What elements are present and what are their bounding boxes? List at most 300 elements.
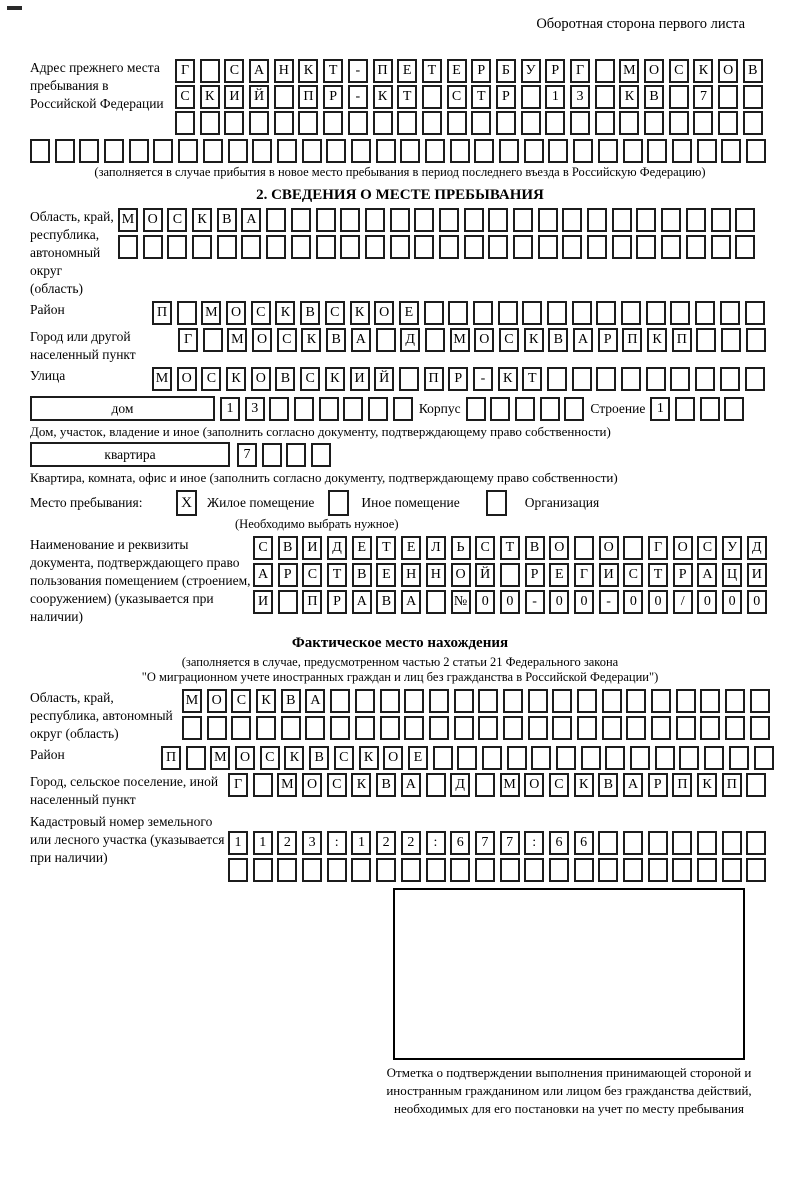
char-box[interactable] bbox=[278, 590, 298, 614]
char-box[interactable]: С bbox=[697, 536, 717, 560]
char-box[interactable] bbox=[426, 858, 446, 882]
char-box[interactable] bbox=[355, 716, 375, 740]
char-box[interactable] bbox=[471, 111, 491, 135]
char-box[interactable]: К bbox=[647, 328, 667, 352]
char-box[interactable] bbox=[348, 111, 368, 135]
char-box[interactable] bbox=[500, 858, 520, 882]
char-box[interactable]: П bbox=[424, 367, 444, 391]
char-box[interactable]: С bbox=[475, 536, 495, 560]
char-box[interactable]: Р bbox=[278, 563, 298, 587]
char-box[interactable]: О bbox=[177, 367, 197, 391]
char-box[interactable]: С bbox=[277, 328, 297, 352]
char-box[interactable] bbox=[478, 689, 498, 713]
char-box[interactable] bbox=[598, 831, 618, 855]
char-box[interactable] bbox=[326, 139, 346, 163]
char-box[interactable] bbox=[351, 139, 371, 163]
char-box[interactable]: О bbox=[226, 301, 246, 325]
char-box[interactable]: П bbox=[152, 301, 172, 325]
char-box[interactable]: К bbox=[256, 689, 276, 713]
char-box[interactable]: К bbox=[200, 85, 220, 109]
char-box[interactable] bbox=[262, 443, 282, 467]
char-box[interactable] bbox=[507, 746, 527, 770]
char-box[interactable]: С bbox=[334, 746, 354, 770]
char-box[interactable] bbox=[722, 831, 742, 855]
char-box[interactable]: В bbox=[525, 536, 545, 560]
char-box[interactable]: 2 bbox=[277, 831, 297, 855]
char-box[interactable]: К bbox=[325, 367, 345, 391]
char-box[interactable]: К bbox=[351, 773, 371, 797]
char-box[interactable] bbox=[429, 689, 449, 713]
char-box[interactable] bbox=[429, 716, 449, 740]
char-box[interactable] bbox=[574, 858, 594, 882]
char-box[interactable] bbox=[177, 301, 197, 325]
char-box[interactable] bbox=[79, 139, 99, 163]
char-box[interactable] bbox=[547, 301, 567, 325]
char-box[interactable]: М bbox=[118, 208, 138, 232]
char-box[interactable]: А bbox=[401, 590, 421, 614]
char-box[interactable] bbox=[676, 716, 696, 740]
char-box[interactable]: 1 bbox=[228, 831, 248, 855]
char-box[interactable]: С bbox=[447, 85, 467, 109]
char-box[interactable]: Т bbox=[522, 367, 542, 391]
char-box[interactable]: Н bbox=[401, 563, 421, 587]
char-box[interactable] bbox=[439, 235, 459, 259]
char-box[interactable] bbox=[302, 139, 322, 163]
char-box[interactable]: 2 bbox=[376, 831, 396, 855]
char-box[interactable]: Г bbox=[574, 563, 594, 587]
char-box[interactable]: 7 bbox=[500, 831, 520, 855]
char-box[interactable] bbox=[274, 85, 294, 109]
char-box[interactable]: И bbox=[302, 536, 322, 560]
char-box[interactable] bbox=[595, 59, 615, 83]
char-box[interactable]: К bbox=[226, 367, 246, 391]
char-box[interactable]: Ь bbox=[451, 536, 471, 560]
char-box[interactable] bbox=[365, 235, 385, 259]
char-box[interactable] bbox=[426, 773, 446, 797]
char-box[interactable] bbox=[669, 85, 689, 109]
char-box[interactable]: В bbox=[275, 367, 295, 391]
char-box[interactable]: П bbox=[302, 590, 322, 614]
char-box[interactable]: О bbox=[251, 367, 271, 391]
char-box[interactable] bbox=[390, 235, 410, 259]
char-box[interactable] bbox=[496, 111, 516, 135]
char-box[interactable]: О bbox=[143, 208, 163, 232]
char-box[interactable]: Р bbox=[598, 328, 618, 352]
char-box[interactable]: О bbox=[302, 773, 322, 797]
char-box[interactable]: Й bbox=[249, 85, 269, 109]
char-box[interactable] bbox=[252, 139, 272, 163]
char-box[interactable] bbox=[422, 85, 442, 109]
char-box[interactable] bbox=[572, 367, 592, 391]
char-box[interactable]: Н bbox=[274, 59, 294, 83]
char-box[interactable] bbox=[661, 208, 681, 232]
char-box[interactable] bbox=[549, 858, 569, 882]
char-box[interactable]: Г bbox=[570, 59, 590, 83]
char-box[interactable] bbox=[178, 139, 198, 163]
char-box[interactable]: С bbox=[175, 85, 195, 109]
char-box[interactable]: 6 bbox=[574, 831, 594, 855]
char-box[interactable]: А bbox=[697, 563, 717, 587]
char-box[interactable] bbox=[646, 301, 666, 325]
char-box[interactable]: О bbox=[383, 746, 403, 770]
char-box[interactable] bbox=[380, 716, 400, 740]
char-box[interactable]: - bbox=[525, 590, 545, 614]
char-box[interactable] bbox=[718, 85, 738, 109]
char-box[interactable] bbox=[602, 716, 622, 740]
char-box[interactable] bbox=[587, 235, 607, 259]
char-box[interactable] bbox=[439, 208, 459, 232]
char-box[interactable]: 0 bbox=[648, 590, 668, 614]
house-type-box[interactable]: дом bbox=[30, 396, 215, 421]
char-box[interactable] bbox=[424, 301, 444, 325]
char-box[interactable]: - bbox=[473, 367, 493, 391]
char-box[interactable] bbox=[735, 235, 755, 259]
char-box[interactable] bbox=[253, 858, 273, 882]
char-box[interactable]: О bbox=[252, 328, 272, 352]
char-box[interactable]: Е bbox=[401, 536, 421, 560]
char-box[interactable] bbox=[720, 367, 740, 391]
char-box[interactable]: Д bbox=[450, 773, 470, 797]
char-box[interactable]: К bbox=[619, 85, 639, 109]
char-box[interactable] bbox=[623, 858, 643, 882]
char-box[interactable]: О bbox=[673, 536, 693, 560]
char-box[interactable] bbox=[521, 111, 541, 135]
char-box[interactable] bbox=[605, 746, 625, 770]
char-box[interactable]: В bbox=[309, 746, 329, 770]
char-box[interactable]: К bbox=[298, 59, 318, 83]
char-box[interactable]: Д bbox=[327, 536, 347, 560]
char-box[interactable] bbox=[524, 858, 544, 882]
char-box[interactable]: А bbox=[401, 773, 421, 797]
char-box[interactable]: О bbox=[451, 563, 471, 587]
other-premises-checkbox[interactable] bbox=[328, 490, 349, 516]
char-box[interactable] bbox=[376, 328, 396, 352]
char-box[interactable] bbox=[397, 111, 417, 135]
char-box[interactable]: И bbox=[253, 590, 273, 614]
char-box[interactable]: Г bbox=[175, 59, 195, 83]
char-box[interactable]: 0 bbox=[574, 590, 594, 614]
char-box[interactable]: П bbox=[672, 773, 692, 797]
char-box[interactable]: В bbox=[300, 301, 320, 325]
char-box[interactable] bbox=[721, 139, 741, 163]
char-box[interactable] bbox=[228, 858, 248, 882]
char-box[interactable] bbox=[729, 746, 749, 770]
char-box[interactable] bbox=[720, 301, 740, 325]
char-box[interactable] bbox=[249, 111, 269, 135]
char-box[interactable]: Е bbox=[397, 59, 417, 83]
char-box[interactable] bbox=[466, 397, 486, 421]
char-box[interactable] bbox=[693, 111, 713, 135]
char-box[interactable] bbox=[490, 397, 510, 421]
char-box[interactable] bbox=[404, 689, 424, 713]
char-box[interactable] bbox=[697, 139, 717, 163]
char-box[interactable] bbox=[540, 397, 560, 421]
char-box[interactable]: И bbox=[599, 563, 619, 587]
char-box[interactable]: М bbox=[450, 328, 470, 352]
char-box[interactable] bbox=[669, 111, 689, 135]
char-box[interactable] bbox=[376, 858, 396, 882]
char-box[interactable]: 1 bbox=[545, 85, 565, 109]
char-box[interactable] bbox=[390, 208, 410, 232]
char-box[interactable] bbox=[167, 235, 187, 259]
char-box[interactable] bbox=[224, 111, 244, 135]
char-box[interactable] bbox=[743, 111, 763, 135]
char-box[interactable] bbox=[626, 689, 646, 713]
char-box[interactable] bbox=[704, 746, 724, 770]
char-box[interactable] bbox=[724, 397, 744, 421]
char-box[interactable]: 7 bbox=[475, 831, 495, 855]
char-box[interactable]: 3 bbox=[302, 831, 322, 855]
char-box[interactable]: Р bbox=[471, 59, 491, 83]
char-box[interactable]: 6 bbox=[450, 831, 470, 855]
char-box[interactable]: 1 bbox=[253, 831, 273, 855]
char-box[interactable] bbox=[621, 367, 641, 391]
char-box[interactable]: К bbox=[524, 328, 544, 352]
char-box[interactable]: И bbox=[224, 85, 244, 109]
char-box[interactable] bbox=[294, 397, 314, 421]
char-box[interactable] bbox=[721, 328, 741, 352]
char-box[interactable]: 0 bbox=[475, 590, 495, 614]
char-box[interactable] bbox=[503, 689, 523, 713]
char-box[interactable]: П bbox=[622, 328, 642, 352]
char-box[interactable] bbox=[343, 397, 363, 421]
char-box[interactable] bbox=[475, 773, 495, 797]
char-box[interactable]: В bbox=[548, 328, 568, 352]
char-box[interactable]: 1 bbox=[220, 397, 240, 421]
char-box[interactable] bbox=[450, 139, 470, 163]
char-box[interactable] bbox=[482, 746, 502, 770]
char-box[interactable]: М bbox=[619, 59, 639, 83]
char-box[interactable] bbox=[340, 235, 360, 259]
char-box[interactable]: К bbox=[498, 367, 518, 391]
char-box[interactable]: Л bbox=[426, 536, 446, 560]
char-box[interactable] bbox=[545, 111, 565, 135]
char-box[interactable]: С bbox=[302, 563, 322, 587]
char-box[interactable]: С bbox=[300, 367, 320, 391]
char-box[interactable] bbox=[697, 831, 717, 855]
char-box[interactable] bbox=[231, 716, 251, 740]
char-box[interactable]: С bbox=[669, 59, 689, 83]
char-box[interactable]: 7 bbox=[693, 85, 713, 109]
char-box[interactable] bbox=[595, 85, 615, 109]
char-box[interactable] bbox=[464, 208, 484, 232]
char-box[interactable] bbox=[648, 858, 668, 882]
char-box[interactable] bbox=[316, 208, 336, 232]
char-box[interactable]: С bbox=[623, 563, 643, 587]
char-box[interactable] bbox=[711, 235, 731, 259]
char-box[interactable] bbox=[676, 689, 696, 713]
char-box[interactable]: С bbox=[167, 208, 187, 232]
char-box[interactable]: Т bbox=[422, 59, 442, 83]
char-box[interactable] bbox=[414, 235, 434, 259]
char-box[interactable]: П bbox=[722, 773, 742, 797]
char-box[interactable] bbox=[552, 716, 572, 740]
char-box[interactable]: О bbox=[207, 689, 227, 713]
char-box[interactable]: С bbox=[260, 746, 280, 770]
char-box[interactable] bbox=[745, 367, 765, 391]
char-box[interactable] bbox=[207, 716, 227, 740]
char-box[interactable]: Р bbox=[327, 590, 347, 614]
char-box[interactable] bbox=[547, 367, 567, 391]
char-box[interactable] bbox=[581, 746, 601, 770]
char-box[interactable]: С bbox=[499, 328, 519, 352]
char-box[interactable]: Т bbox=[376, 536, 396, 560]
char-box[interactable] bbox=[528, 716, 548, 740]
char-box[interactable] bbox=[528, 689, 548, 713]
char-box[interactable] bbox=[696, 328, 716, 352]
char-box[interactable] bbox=[602, 689, 622, 713]
char-box[interactable] bbox=[596, 367, 616, 391]
char-box[interactable] bbox=[718, 111, 738, 135]
char-box[interactable] bbox=[531, 746, 551, 770]
char-box[interactable] bbox=[503, 716, 523, 740]
char-box[interactable] bbox=[743, 85, 763, 109]
char-box[interactable]: 3 bbox=[245, 397, 265, 421]
char-box[interactable]: Г bbox=[228, 773, 248, 797]
char-box[interactable] bbox=[241, 235, 261, 259]
char-box[interactable] bbox=[522, 301, 542, 325]
char-box[interactable] bbox=[623, 536, 643, 560]
char-box[interactable] bbox=[355, 689, 375, 713]
char-box[interactable]: 0 bbox=[747, 590, 767, 614]
char-box[interactable]: М bbox=[182, 689, 202, 713]
char-box[interactable] bbox=[646, 367, 666, 391]
char-box[interactable]: : bbox=[426, 831, 446, 855]
char-box[interactable] bbox=[552, 689, 572, 713]
char-box[interactable]: С bbox=[325, 301, 345, 325]
char-box[interactable] bbox=[700, 689, 720, 713]
char-box[interactable] bbox=[143, 235, 163, 259]
char-box[interactable]: В bbox=[743, 59, 763, 83]
char-box[interactable]: О bbox=[644, 59, 664, 83]
char-box[interactable]: Е bbox=[399, 301, 419, 325]
char-box[interactable]: Е bbox=[447, 59, 467, 83]
char-box[interactable]: В bbox=[376, 590, 396, 614]
char-box[interactable]: С bbox=[327, 773, 347, 797]
char-box[interactable]: В bbox=[598, 773, 618, 797]
char-box[interactable] bbox=[217, 235, 237, 259]
char-box[interactable] bbox=[746, 328, 766, 352]
char-box[interactable] bbox=[351, 858, 371, 882]
char-box[interactable]: С bbox=[253, 536, 273, 560]
char-box[interactable] bbox=[319, 397, 339, 421]
char-box[interactable] bbox=[454, 689, 474, 713]
char-box[interactable] bbox=[340, 208, 360, 232]
char-box[interactable] bbox=[700, 716, 720, 740]
char-box[interactable] bbox=[380, 689, 400, 713]
char-box[interactable] bbox=[651, 716, 671, 740]
char-box[interactable] bbox=[515, 397, 535, 421]
char-box[interactable]: 2 bbox=[401, 831, 421, 855]
char-box[interactable] bbox=[722, 858, 742, 882]
char-box[interactable] bbox=[672, 831, 692, 855]
char-box[interactable]: А bbox=[253, 563, 273, 587]
char-box[interactable]: С bbox=[251, 301, 271, 325]
char-box[interactable]: В bbox=[281, 689, 301, 713]
char-box[interactable] bbox=[281, 716, 301, 740]
char-box[interactable] bbox=[401, 858, 421, 882]
char-box[interactable]: О bbox=[524, 773, 544, 797]
char-box[interactable] bbox=[450, 858, 470, 882]
char-box[interactable] bbox=[700, 397, 720, 421]
char-box[interactable] bbox=[305, 716, 325, 740]
char-box[interactable]: О bbox=[474, 328, 494, 352]
char-box[interactable]: Д bbox=[400, 328, 420, 352]
char-box[interactable] bbox=[425, 139, 445, 163]
char-box[interactable] bbox=[464, 235, 484, 259]
char-box[interactable] bbox=[153, 139, 173, 163]
char-box[interactable]: 0 bbox=[697, 590, 717, 614]
char-box[interactable] bbox=[373, 111, 393, 135]
char-box[interactable]: К bbox=[284, 746, 304, 770]
char-box[interactable] bbox=[746, 858, 766, 882]
char-box[interactable] bbox=[636, 235, 656, 259]
organization-checkbox[interactable] bbox=[486, 490, 507, 516]
char-box[interactable] bbox=[175, 111, 195, 135]
char-box[interactable]: Т bbox=[323, 59, 343, 83]
char-box[interactable] bbox=[186, 746, 206, 770]
char-box[interactable] bbox=[513, 235, 533, 259]
char-box[interactable] bbox=[661, 235, 681, 259]
char-box[interactable]: А bbox=[573, 328, 593, 352]
char-box[interactable]: 0 bbox=[722, 590, 742, 614]
char-box[interactable] bbox=[399, 367, 419, 391]
char-box[interactable] bbox=[647, 139, 667, 163]
char-box[interactable] bbox=[488, 208, 508, 232]
char-box[interactable] bbox=[311, 443, 331, 467]
char-box[interactable]: П bbox=[373, 59, 393, 83]
char-box[interactable]: В bbox=[326, 328, 346, 352]
char-box[interactable]: 6 bbox=[549, 831, 569, 855]
char-box[interactable]: О bbox=[599, 536, 619, 560]
char-box[interactable] bbox=[623, 139, 643, 163]
char-box[interactable] bbox=[746, 831, 766, 855]
char-box[interactable] bbox=[556, 746, 576, 770]
char-box[interactable] bbox=[192, 235, 212, 259]
char-box[interactable]: М bbox=[210, 746, 230, 770]
char-box[interactable] bbox=[253, 773, 273, 797]
char-box[interactable] bbox=[203, 328, 223, 352]
char-box[interactable] bbox=[422, 111, 442, 135]
char-box[interactable]: К bbox=[574, 773, 594, 797]
char-box[interactable] bbox=[266, 208, 286, 232]
char-box[interactable] bbox=[619, 111, 639, 135]
char-box[interactable] bbox=[735, 208, 755, 232]
char-box[interactable] bbox=[203, 139, 223, 163]
char-box[interactable] bbox=[182, 716, 202, 740]
char-box[interactable] bbox=[327, 858, 347, 882]
char-box[interactable]: 7 bbox=[237, 443, 257, 467]
char-box[interactable] bbox=[725, 689, 745, 713]
char-box[interactable] bbox=[562, 235, 582, 259]
char-box[interactable] bbox=[572, 301, 592, 325]
char-box[interactable] bbox=[651, 689, 671, 713]
char-box[interactable] bbox=[670, 367, 690, 391]
char-box[interactable] bbox=[577, 716, 597, 740]
char-box[interactable]: Н bbox=[426, 563, 446, 587]
char-box[interactable]: У bbox=[521, 59, 541, 83]
char-box[interactable]: Р bbox=[323, 85, 343, 109]
char-box[interactable]: С bbox=[224, 59, 244, 83]
char-box[interactable] bbox=[129, 139, 149, 163]
char-box[interactable] bbox=[368, 397, 388, 421]
char-box[interactable] bbox=[648, 831, 668, 855]
char-box[interactable]: : bbox=[327, 831, 347, 855]
char-box[interactable]: 0 bbox=[500, 590, 520, 614]
char-box[interactable] bbox=[746, 139, 766, 163]
char-box[interactable] bbox=[564, 397, 584, 421]
char-box[interactable]: В bbox=[217, 208, 237, 232]
